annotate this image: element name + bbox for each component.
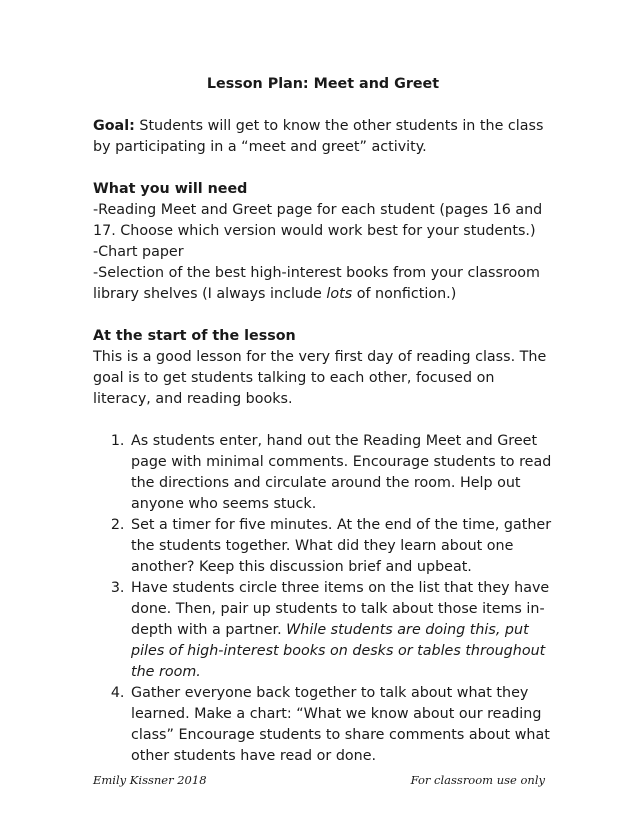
footer-author: Emily Kissner 2018: [93, 773, 207, 787]
materials-item-books: [93, 263, 553, 305]
lesson-plan-document: [93, 74, 553, 767]
lesson-start-heading: At the start of the lesson: [93, 328, 296, 344]
footer-usage-note: For classroom use only: [410, 773, 545, 787]
step-3: [129, 578, 553, 683]
books-text-start: -Selection of the best high-interest books from your classroom library shelves (I always include: [93, 265, 540, 302]
step-3-emphasis: While students are doing this, put piles of high-interest books on desks or tables throughout the room.: [131, 622, 546, 680]
books-text-end: of nonfiction.): [352, 286, 457, 302]
step-1: 1. As students enter, hand out the Reading Meet and Greet page with minimal comments. Encourage students to read the directions and circulate around the room. Help out anyone who seems stuck.: [129, 431, 553, 515]
document-title: Lesson Plan: Meet and Greet: [206, 76, 440, 92]
page-footer: [93, 773, 545, 787]
goal-text: Students will get to know the other students in the class by participating in a “meet and greet” activity.: [93, 118, 544, 155]
lesson-start-text: This is a good lesson for the very first day of reading class. The goal is to get students talking to each other, focused on literacy, and reading books.: [93, 349, 547, 407]
step-2: 2. Set a timer for five minutes. At the end of the time, gather the students together. What did they learn about one another? Keep this discussion brief and upbeat.: [129, 515, 553, 578]
step-3-text: Have students circle three items on the list that they have done. Then, pair up students to talk about those items in-depth with a partner.: [131, 580, 550, 638]
goal-label: Goal:: [93, 118, 135, 134]
materials-item-chart-paper: -Chart paper: [93, 244, 184, 260]
step-4: 4. Gather everyone back together to talk about what they learned. Make a chart: “What we know about our reading class” Encourage students to share comments about what other students have read or done.: [129, 683, 553, 767]
steps-list: [93, 431, 553, 767]
materials-item-pages: -Reading Meet and Greet page for each student (pages 16 and 17. Choose which version would work best for your students.): [93, 202, 543, 239]
materials-heading: What you will need: [93, 181, 248, 197]
goal-paragraph: [93, 116, 553, 158]
books-text-emphasis: lots: [326, 286, 353, 302]
